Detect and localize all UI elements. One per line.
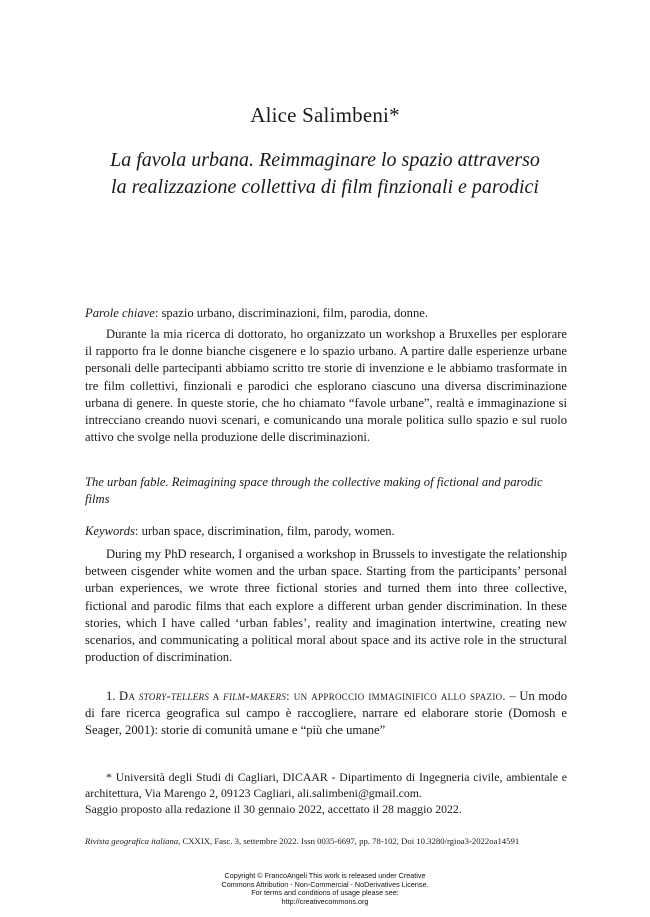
section-heading-part-3: a [212,689,220,703]
italian-keywords [85,305,567,322]
italian-abstract [85,326,567,446]
english-keywords [85,523,567,540]
section-1-paragraph [85,688,567,740]
footnote [85,769,567,817]
footnote-submission: Saggio proposto alla redazione il 30 gennaio 2022, accettato il 28 maggio 2022. [85,802,462,816]
italian-abstract-text: Durante la mia ricerca di dottorato, ho organizzato un workshop a Bruxelles per esplorare il rapporto fra le donne bianche cisgenere e lo spazio urbano. A partire dalle esperienze urbane personali delle partecipanti abbiamo scritto tre storie di invenzione e le abbiamo trasformate in tre film collettivi, finzionali e parodici che esplorano ciascuno una diversa discriminazione urbana di genere. In queste storie, che ho chiamato “favole urbane”, realtà e immaginazione si intrecciano creando nuovi scenari, e comunicando una morale politica sullo spazio e sul ruolo attivo che svolge nella produzione delle discriminazioni. [85,327,567,445]
footnote-affiliation: * Università degli Studi di Cagliari, DICAAR - Dipartimento di Ingegneria civile, ambientale e architettura, Via Marengo 2, 09123 Cagliari, ali.salimbeni@gmail.com. [85,770,567,800]
journal-name: Rivista geografica italiana [85,836,179,846]
english-abstract-text: During my PhD research, I organised a workshop in Brussels to investigate the relationship between cisgender white women and the urban space. Starting from the participants’ personal urban experiences, we wrote three fictional stories and turned them into three collective, fictional and parodic films that each explore a different urban gender discrimination. In these stories, which I have called ‘urban fables’, reality and imagination intertwine, creating new scenarios, and communicating a political moral about space and its active role in the structural production of discrimination. [85,547,567,665]
english-title: The urban fable. Reimagining space through the collective making of fictional and parodic films [85,475,543,507]
license-line-1: Copyright © FrancoAngeli This work is released under Creative [224,871,426,880]
english-keywords-label: Keywords [85,524,135,538]
article-title [60,147,590,201]
section-number: 1. [106,689,116,703]
section-heading-part-1: Da [119,689,136,703]
article-title-line-2: la realizzazione collettiva di film finzionali e parodici [111,176,539,198]
license-notice [0,872,650,906]
section-heading-part-4: film-makers [223,689,287,703]
journal-citation [85,835,575,847]
english-abstract [85,546,567,666]
journal-details: , CXXIX, Fasc. 3, settembre 2022. Issn 0035-6697, pp. 78-102, Doi 10.3280/rgioa3-2022oa14591 [178,836,520,846]
section-1-text: – Un modo di fare ricerca geografica sul campo è raccogliere, narrare ed elaborare storie (Domosh e Seager, 2001): storie di comunità umane e “più che umane” [85,689,568,738]
section-heading-part-2: story-tellers [138,689,210,703]
article-title-line-1: La favola urbana. Reimmaginare lo spazio attraverso [110,149,540,171]
italian-keywords-label: Parole chiave [85,306,155,320]
section-heading-part-5: : un approccio immaginifico allo spazio. [286,689,506,703]
section-1 [85,688,567,740]
license-line-2: Commons Attribution - Non-Commercial - NoDerivatives License. [221,879,429,889]
license-link[interactable]: http://creativecommons.org [281,896,369,906]
author-name: Alice Salimbeni* [250,103,400,127]
english-keywords-text: : urban space, discrimination, film, parody, women. [134,524,395,538]
license-line-3: For terms and conditions of usage please see: [251,888,399,898]
italian-keywords-text: : spazio urbano, discriminazioni, film, parodia, donne. [154,306,428,320]
